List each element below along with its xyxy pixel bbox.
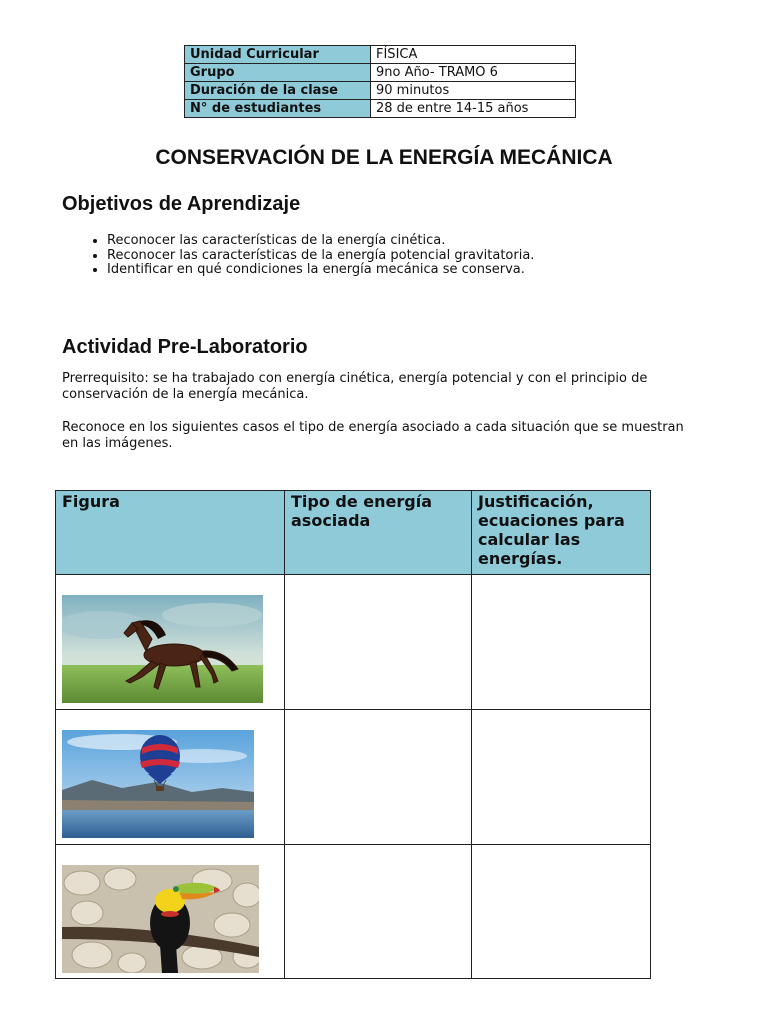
energy-type-cell[interactable] — [285, 845, 472, 979]
prerequisite-paragraph: Prerrequisito: se ha trabajado con energía cinética, energía potencial y con el principio de conservación de la energía mecánica. — [62, 371, 648, 402]
justification-cell[interactable] — [472, 845, 651, 979]
justification-cell[interactable] — [472, 575, 651, 710]
objectives-list — [62, 234, 534, 278]
course-info-table — [184, 45, 576, 118]
list-item: • Reconocer las características de la energía cinética. — [107, 234, 534, 249]
header-justificacion: Justificación, ecuaciones para calcular las energías. — [472, 491, 651, 575]
energy-table — [55, 490, 651, 979]
objectives-heading: Objetivos de Aprendizaje — [62, 193, 301, 215]
energy-type-cell[interactable] — [285, 575, 472, 710]
instruction-paragraph: Reconoce en los siguientes casos el tipo de energía asociado a cada situación que se muestran en las imágenes. — [62, 420, 684, 451]
info-row — [185, 100, 576, 118]
info-label: Grupo — [185, 64, 371, 82]
info-label: Duración de la clase — [185, 82, 371, 100]
toucan-image — [62, 865, 259, 973]
figure-cell — [56, 845, 285, 979]
prelab-heading: Actividad Pre-Laboratorio — [62, 336, 308, 358]
info-value: 28 de entre 14-15 años — [371, 100, 576, 118]
info-row — [185, 46, 576, 64]
table-row — [56, 575, 651, 710]
horse-image — [62, 595, 263, 703]
table-header-row — [56, 491, 651, 575]
info-value: 9no Año- TRAMO 6 — [371, 64, 576, 82]
figure-cell — [56, 710, 285, 845]
balloon-image — [62, 730, 254, 838]
table-row — [56, 845, 651, 979]
info-row — [185, 82, 576, 100]
justification-cell[interactable] — [472, 710, 651, 845]
header-figura: Figura — [56, 491, 285, 575]
info-row — [185, 64, 576, 82]
info-label: Unidad Curricular — [185, 46, 371, 64]
document-title: CONSERVACIÓN DE LA ENERGÍA MECÁNICA — [155, 146, 613, 169]
energy-type-cell[interactable] — [285, 710, 472, 845]
list-item: • Reconocer las características de la energía potencial gravitatoria. — [107, 249, 534, 264]
header-tipo-energia: Tipo de energía asociada — [285, 491, 472, 575]
info-value: FÍSICA — [371, 46, 576, 64]
table-row — [56, 710, 651, 845]
figure-cell — [56, 575, 285, 710]
info-label: N° de estudiantes — [185, 100, 371, 118]
info-value: 90 minutos — [371, 82, 576, 100]
list-item: • Identificar en qué condiciones la energía mecánica se conserva. — [107, 263, 534, 278]
